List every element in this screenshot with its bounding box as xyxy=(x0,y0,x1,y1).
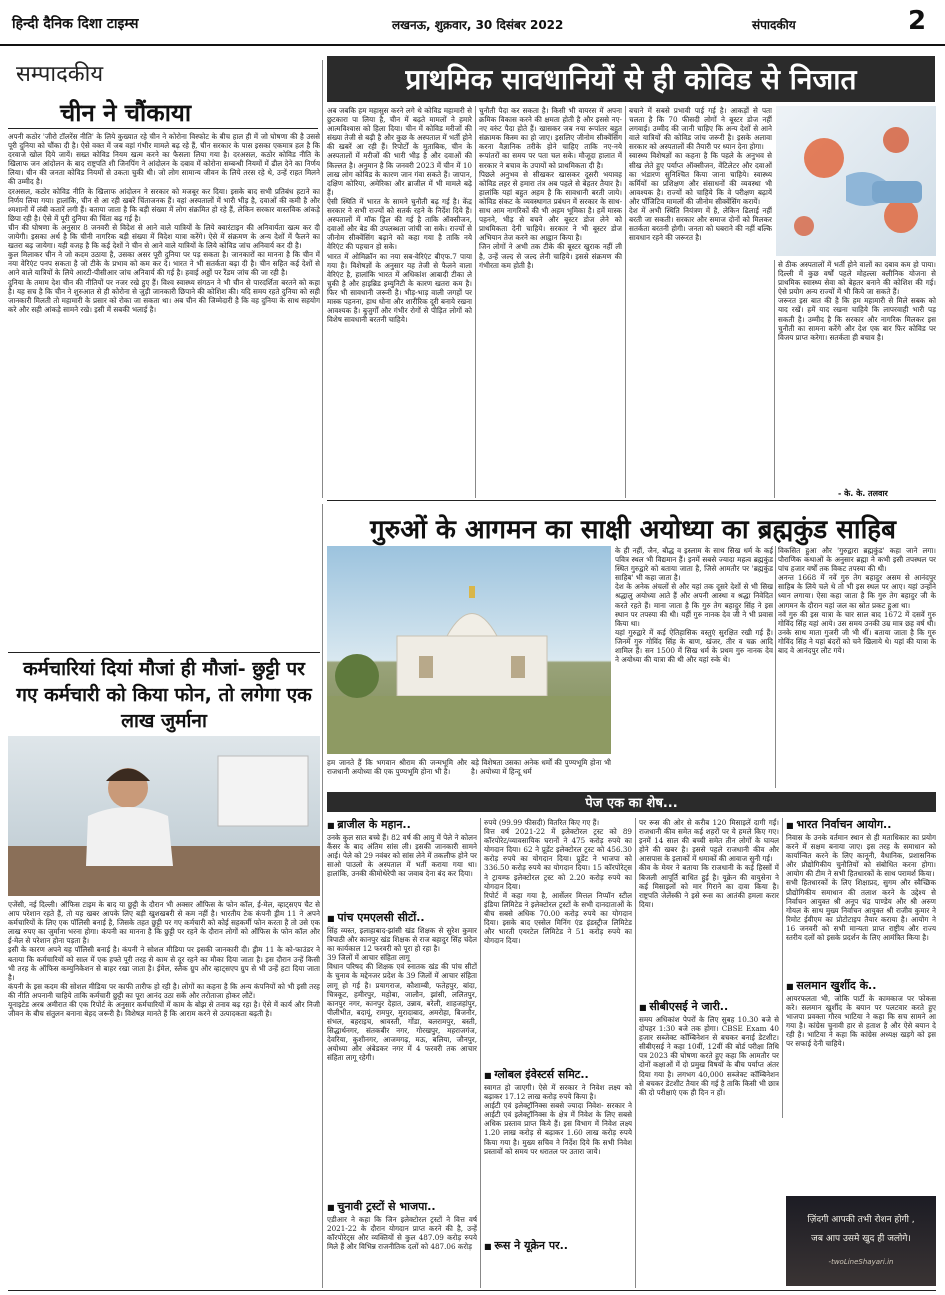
karmchari-headline: कर्मचारियां दियां मौजां ही मौजां- छुट्टी पर गए कर्मचारी को किया फोन, तो लगेगा एक लाख जुर्माना xyxy=(16,658,312,732)
brief-text-eci: निवास के उनके वर्तमान स्थान से ही मताधिकार का प्रयोग करने में सक्षम बनाया जाए। इस तरह के समाधान को कार्यान्वित करने के लिए कानूनी, वैधानिक, प्रशासनिक और प्रौद्योगिकीय चुनौतियों को संबोधित करना होगा। आयोग की टीम ने सभी हितधारकों के साथ परामर्श किया। सभी हितधारकों के लिए शिक्षाप्रद, सुगम और स्वैच्छिक प्रौद्योगिकीय समाधान की तलाश करने के उद्देश्य से निर्वाचन आयुक्त श्री अनूप चंद्र पाण्डेय और श्री अरुण गोयल के साथ मुख्य निर्वाचन आयुक्त श्री राजीव कुमार ने रिमोट ईवीएम का प्रोटोटाइप तैयार कराया है। आयोग ने 16 जनवरी को सभी मान्यता प्राप्त राष्ट्रीय और राज्य स्तरीय दलों को इसके प्रदर्शन के लिए आमंत्रित किया है। xyxy=(786,833,936,943)
covid-article-col1: अब जबकि हम महासुस करने लगे थे कोविड महामारी से छुटकारा पा लिया है, चीन में बढ़ते मामलों ने हमारे आत्मविश्वास को हिला दिया। चीन में कोविड मरीजों की संख्या तेजी से बढ़ी है और कुछ के अस्पताल में भर्ती होने की खबरें आ रही हैं। रिपोर्टों के मुताबिक, चीन के अस्पतालों में मरीजों की भारी भीड़ है और दवाओं की किल्लत है। अनुमान है कि जनवरी 2023 में चीन में 10 लाख लोग कोविड के कारण जान गंवा सकते हैं। जापान, दक्षिण कोरिया, अमेरिका और ब्राजील में भी मामले बढ़े हैं। ऐसी स्थिति में भारत के सामने चुनौती बढ़ गई है। केंद्र सरकार ने सभी राज्यों को सतर्क रहने के निर्देश दिये हैं। अस्पतालों में मॉक ड्रिल की गई है ताकि ऑक्सीजन, दवाओं और बेड की उपलब्धता जांची जा सके। राज्यों से जीनोम सीक्वेंसिंग बढ़ाने को कहा गया है ताकि नये वेरिएंट की पहचान हो सके। भारत में ओमिक्रॉन का नया सब-वेरिएंट बीएफ.7 पाया गया है। विशेषज्ञों के अनुसार यह तेजी से फैलने वाला वेरिएंट है, हालांकि भारत में अधिकांश आबादी टीका ले चुकी है और हाइब्रिड इम्युनिटी के कारण खतरा कम है। फिर भी सावधानी जरूरी है। भीड़-भाड़ वाली जगहों पर मास्क पहनना, हाथ धोना और शारीरिक दूरी बनाये रखना आवश्यक है। बुजुर्गों और गंभीर रोगों से पीड़ित लोगों को विशेष सावधानी बरतनी चाहिये। xyxy=(327,106,472,325)
ayodhya-caption-2: बड़े विशेषता उसका अनेक धर्मों की पुण्यभूमि होना भी है। अयोध्या में हिन्दू धर्म xyxy=(471,758,611,777)
quote-banner xyxy=(786,1196,936,1286)
china-article: अपनी कठोर 'जीरो टॉलरेंस नीति' के लिये कुख्यात रहे चीन ने कोरोना विस्फोट के बीच हाल ही में जो घोषणा की है उससे पूरी दुनिया को चौंका दी है। ऐसे वक्त में जब वहां गंभीर मामले बढ़ रहे हैं, चीन सरकार के पास इसका एकमात्र हल है कि दरवाजे खोल दिये जायें। सख्त कोविड नियम खत्म करने का फैसला लिया गया है। दरअसल, कठोर कोविड नीति के खिलाफ जन आंदोलन के बाद राष्ट्रपति शी जिनपिंग ने आंदोलन के दबाव में कोरोना सम्बन्धी नियमों में ढील देने का निर्णय लिया। चीन की जनता कोविड नियमों से उकता चुकी थी। जो लोग सामान्य जीवन के लिये तरस रहे थे, उन्हें राहत मिलने की उम्मीद है। दरअसल, कठोर कोविड नीति के खिलाफ आंदोलन ने सरकार को मजबूर कर दिया। इसके बाद सभी प्रतिबंध हटाने का निर्णय लिया गया। हालांकि, चीन से आ रही खबरें चिंताजनक हैं। वहां अस्पतालों में भारी भीड़ है, दवाओं की कमी है और श्मशानों में लंबी कतारें लगी हैं। बताया जाता है कि बड़ी संख्या में लोग संक्रमित हो रहे हैं, लेकिन सरकार वास्तविक आंकड़े छिपा रही है। ऐसे में पूरी दुनिया की चिंता बढ़ गई है। चीन की घोषणा के अनुसार 8 जनवरी से विदेश से आने वाले यात्रियों के लिये क्वारंटाइन की अनिवार्यता खत्म कर दी जायेगी। इसका अर्थ है कि चीनी नागरिक बड़ी संख्या में विदेश यात्रा करेंगे। ऐसे में संक्रमण के अन्य देशों में फैलने का खतरा बढ़ जायेगा। यही वजह है कि कई देशों ने चीन से आने वाले यात्रियों के लिये कोविड जांच अनिवार्य कर दी है। कुल मिलाकर चीन ने जो कदम उठाया है, उसका असर पूरी दुनिया पर पड़ सकता है। जानकारों का मानना है कि चीन में नया वेरिएंट पनप सकता है जो टीके के प्रभाव को कम कर दे। भारत ने भी सतर्कता बढ़ा दी है। चीन सहित कई देशों से आने वाले यात्रियों के लिये आरटी-पीसीआर जांच अनिवार्य की गई है। हवाई अड्डों पर रैंडम जांच की जा रही है। दुनिया के तमाम देश चीन की नीतियों पर नजर रखे हुए हैं। विश्व स्वास्थ्य संगठन ने भी चीन से पारदर्शिता बरतने को कहा है। यह सच है कि चीन ने शुरुआत से ही कोरोना से जुड़ी जानकारी छिपाने की कोशिश की। यदि समय रहते दुनिया को सही जानकारी मिलती तो महामारी के प्रसार को रोका जा सकता था। अब चीन की जिम्मेदारी है कि वह दुनिया के साथ सहयोग करे और सही आंकड़े सामने रखे। इसी में सबकी भलाई है। xyxy=(8,132,320,314)
brief-col-4 xyxy=(786,818,936,1118)
brief-title-cbse: ■ सीबीएसई ने जारी.. xyxy=(639,1000,779,1015)
ayodhya-col1b: के ही नहीं, जैन, बौद्ध व इस्लाम के साथ सिख धर्म के कई पवित्र स्थल भी विद्यमान हैं। इनमें सबसे ज्यादा महत्व ब्रह्मकुंड स्थित गुरुद्वारे को बताया जाता है, जिसे आमतौर पर 'ब्रह्मकुंड साहिब' भी कहा जाता है। देश के अनेक अंचलों से और यहां तक दूसरे देशों से भी सिख श्रद्धालु अयोध्या आते हैं और अपनी आस्था व श्रद्धा निवेदित करते रहते हैं। माना जाता है कि गुरु तेग बहादुर सिंह ने इस स्थान पर तपस्या की थी। यहीं गुरु नानक देव जी ने भी प्रवास किया था। यहां गुरुद्वारे में कई ऐतिहासिक वस्तुएं सुरक्षित रखी गई हैं। जिनमें गुरु गोविंद सिंह के बाण, खंजर, तीर व चक्र आदि शामिल हैं। सन 1500 में सिख धर्म के प्रथम गुरु नानक देव ने अयोध्या की यात्रा की थी और यहां रुके थे। xyxy=(615,546,773,665)
dateline: लखनऊ, शुक्रवार, 30 दिसंबर 2022 xyxy=(392,18,564,32)
brief-title-salman: ■ सलमान खुर्शीद के.. xyxy=(786,979,936,994)
quote-site: -twoLineShayari.in xyxy=(828,1258,894,1266)
gurudwara-photo xyxy=(327,546,611,754)
brief-text-russia: पर रूस की ओर से करीब 120 मिसाइलें दागी गईं। राजधानी कीव समेत कई शहरों पर ये हमले किए गए। इनमें 14 साल की बच्ची समेत तीन लोगों के घायल होने की खबर है। इससे पहले राजधानी कीव और आसपास के इलाकों में धमाकों की आवाज सुनी गई। कीव के मेयर ने बताया कि राजधानी के कई हिस्सों में बिजली आपूर्ति बाधित हुई है। यूक्रेन की वायुसेना ने कई मिसाइलों को मार गिराने का दावा किया है। राष्ट्रपति जेलेंस्की ने इसे रूस का आतंकी हमला करार दिया। xyxy=(639,818,779,909)
masthead xyxy=(0,0,945,46)
brief-text-mlc: सिंह व्यस्त, इलाहाबाद-झांसी खंड शिक्षक से सुरेश कुमार त्रिपाठी और कानपुर खंड शिक्षक से राज बहादुर सिंह चंदेल का कार्यकाल 12 फरवरी को पूरा हो रहा है। 39 जिलों में आचार संहिता लागू विधान परिषद की शिक्षक एवं स्नातक खंड की पांच सीटों के चुनाव के मद्देनजर प्रदेश के 39 जिलों में आचार संहिता लागू हो गई है। प्रयागराज, कौशाम्बी, फतेहपुर, बांदा, चित्रकूट, हमीरपुर, महोबा, जालौन, झांसी, ललितपुर, कानपुर नगर, कानपुर देहात, उन्नाव, बरेली, शाहजहांपुर, पीलीभीत, बदायूं, रामपुर, मुरादाबाद, अमरोहा, बिजनौर, संभल, बहराइच, श्रावस्ती, गोंडा, बलरामपुर, बस्ती, सिद्धार्थनगर, संतकबीर नगर, गोरखपुर, महराजगंज, देवरिया, कुशीनगर, आजमगढ़, मऊ, बलिया, जौनपुर, अयोध्या और अंबेडकर नगर में 4 फरवरी तक आचार संहिता लागू रहेगी। xyxy=(327,926,477,1063)
brief-col-2 xyxy=(484,818,632,1288)
brief-text-trusts: एडीआर ने कहा कि जिन इलेक्टोरल ट्रस्टों ने वित्त वर्ष 2021-22 के दौरान योगदान प्राप्त करने की है, उन्हें कॉरपोरेट्स और व्यक्तियों से कुल 487.09 करोड़ रुपये मिले हैं और विभिन्न राजनीतिक दलों को 487.06 करोड़ xyxy=(327,1215,477,1252)
section-name: संपादकीय xyxy=(752,18,796,32)
continued-band: पेज एक का शेष... xyxy=(327,792,936,812)
brief-title-brazil: ■ ब्राजील के महान.. xyxy=(327,818,477,833)
quote-line-1: ज़िंदगी आपकी तभी रोशन होगी , xyxy=(807,1215,915,1225)
brief-text-brazil: उनके कुल सात बच्चे हैं। 82 वर्ष की आयु में पेले ने कोलन कैंसर के बाद अंतिम सांस ली। इसकी जानकारी सामने आई। पेले को 29 नवंबर को सांस लेने में तकलीफ होने पर साओ पाउलो के अस्पताल में भर्ती कराया गया था। हालांकि, उनकी कीमोथेरेपी का जवाब देना बंद कर दिया। xyxy=(327,833,477,879)
ayodhya-col2b: विकसित हुआ और 'गुरुद्वारा ब्रह्मकुंड' कहा जाने लगा। पौराणिक कथाओं के अनुसार ब्रह्मा ने कभी इसी तपस्थल पर पांच हजार वर्षों तक विकट तपस्या की थी। अनन्त 1668 में नवें गुरु तेग बहादुर असम से आनंदपुर साहिब के लिये चले थे तो भी इस स्थल पर आए। यहां उन्होंने ध्यान लगाया। ऐसा कहा जाता है कि गुरु तेग बहादुर जी के आगमन के दौरान यहां जल का स्रोत प्रकट हुआ था। नवें गुरु की इस यात्रा के चार साल बाद 1672 में दसवें गुरु गोविंद सिंह यहां आये। उस समय उनकी उम्र मात्र छह वर्ष थी। उनके साथ माता गुजरी जी भी थीं। बताया जाता है कि गुरु गोविंद सिंह ने यहां बंदरों को चने खिलाये थे। यहां की यात्रा के बाद वे आनंदपुर लौट गये। xyxy=(778,546,936,656)
china-headline: चीन ने चौंकाया xyxy=(60,99,192,127)
brief-title-russia: ■ रूस ने यूक्रेन पर.. xyxy=(484,1239,632,1254)
page-number: 2 xyxy=(908,6,927,36)
covid-headline: प्राथमिक सावधानियों से ही कोविड से निजात xyxy=(327,56,935,102)
covid-byline: - के. के. तलवार xyxy=(838,489,888,498)
brief-title-eci: ■ भारत निर्वाचन आयोग.. xyxy=(786,818,936,833)
quote-line-2: जब आप उसमे खुद ही जलोगे। xyxy=(811,1234,911,1244)
covid-article-col7: से ठीक अस्पतालों में भर्ती होने वालों का दबाव कम हो पाया। दिल्ली में कुछ वर्षों पहले मोहल्ला क्लीनिक योजना से प्राथमिक स्वास्थ्य सेवा को बेहतर बनाने की कोशिश की गई। ऐसे प्रयोग अन्य राज्यों में भी किये जा सकते हैं। जरूरत इस बात की है कि हम महामारी से मिले सबक को याद रखें। हमें याद रखना चाहिये कि लापरवाही भारी पड़ सकती है। उम्मीद है कि सरकार और नागरिक मिलकर इस चुनौती का सामना करेंगे और देश एक बार फिर कोविड पर विजय प्राप्त करेगा। सतर्कता ही बचाव है। xyxy=(778,260,936,342)
karmchari-photo xyxy=(8,736,320,896)
covid-article-col3: बचाने में सबसे प्रभावी पाई गई है। आकड़ों से पता चलता है कि 70 फीसदी लोगों ने बूस्टर डोज नहीं लगवाई। उम्मीद की जानी चाहिए कि अन्य देशों से आने वाले यात्रियों की कोविड जांच जरूरी है। इसके अलावा सरकार को अस्पतालों की तैयारी पर ध्यान देना होगा। स्वास्थ्य विशेषज्ञों का कहना है कि पहले के अनुभव से सीख लेते हुए पर्याप्त ऑक्सीजन, वेंटिलेटर और दवाओं का भंडारण सुनिश्चित किया जाना चाहिये। स्वास्थ्य कर्मियों का प्रशिक्षण और संसाधनों की व्यवस्था भी आवश्यक है। राज्यों को चाहिये कि वे परीक्षण बढ़ायें और पॉजिटिव मामलों की जीनोम सीक्वेंसिंग करायें। देश में अभी स्थिति नियंत्रण में है, लेकिन ढिलाई नहीं बरती जा सकती। सरकार और समाज दोनों को मिलकर सतर्कता बरतनी होगी। जनता को घबराने की नहीं बल्कि सावधान रहने की जरूरत है। xyxy=(629,106,772,243)
paper-name: हिन्दी दैनिक दिशा टाइम्स xyxy=(12,16,139,32)
covid-article-col2: चुनौती पैदा कर सकता है। किसी भी वायरस में अपना क्रमिक विकास करने की क्षमता होती है और इससे नए-नए वरुंट पैदा होते हैं। खासकर जब नया रूपांतर बहुत संक्रामक किस्म का हो जाए। इसलिए जीनोम सीक्वेंसिंग करना वैज्ञानिक तरीके होने चाहिए ताकि नए-नये रूपांतरों का समय पर पता चल सके। मौजूदा हालात में सरकार ने बचाव के उपायों को प्राथमिकता दी है। पिछले अनुभव से सीखकर खासकर दूसरी भयावह कोविड लहर से हमारा तंत्र अब पहले से बेहतर तैयार है। हालांकि यहां बहुत अहम है कि सावधानी बरती जाये। कोविड संकट के व्यवस्थागत प्रबंधन में सरकार के साथ-साथ आम नागरिकों की भी अहम भूमिका है। हमें मास्क पहनने, भीड़ से बचने और बूस्टर डोज लेने को प्राथमिकता देनी चाहिये। सरकार ने भी बूस्टर डोज अभियान तेज करने का आह्वान किया है। जिन लोगों ने अभी तक टीके की बूस्टर खुराक नहीं ली है, उन्हें जल्द से जल्द लेनी चाहिये। इससे संक्रमण की गंभीरता कम होती है। xyxy=(479,106,622,270)
ayodhya-headline: गुरुओं के आगमन का साक्षी अयोध्या का ब्रह्मकुंड साहिब xyxy=(370,515,896,545)
brief-title-trusts: ■ चुनावी ट्रस्टों से भाजपा.. xyxy=(327,1200,477,1215)
office-worker-image xyxy=(8,736,320,896)
brief-text-summit: स्वागत हो जाएगी। ऐसे में सरकार ने निवेश लक्ष्य को बढ़ाकर 17.12 लाख करोड़ रुपये किया है। आईटी एवं इलेक्ट्रॉनिक्स सबसे ज्यादा निवेश- सरकार ने आईटी एवं इलेक्ट्रॉनिक्स के क्षेत्र में निवेश के लिए सबसे अधिक प्रस्ताव प्राप्त किये हैं। इस विभाग में निवेश लक्ष्य 1.20 लाख करोड़ से बढ़ाकर 1.60 लाख करोड़ रुपये किया गया है। मुख्य सचिव ने निर्देश दिये कि सभी निवेश प्रस्तावों को समय पर धरातल पर उतारा जाये। xyxy=(484,1083,632,1156)
brief-title-mlc: ■ पांच एमएलसी सीटों.. xyxy=(327,911,477,926)
covid-illustration xyxy=(776,106,936,256)
brief-col-3 xyxy=(639,818,779,1288)
brief-text-trusts-cont: रुपये (99.99 फीसदी) वितरित किए गए हैं। वित्त वर्ष 2021-22 में इलेक्टोरल ट्रस्ट को 89 कॉरपोरेट/व्यावसायिक घरानों ने 475 करोड़ रुपये का योगदान दिया। 62 ने प्रूडेंट इलेक्टोरल ट्रस्ट को 456.30 करोड़ रुपये का योगदान दिया। प्रूडेंट ने भाजपा को 336.50 करोड़ रुपये का योगदान दिया। 15 कॉरपोरेट्स ने ट्रायम्फ इलेक्टोरल ट्रस्ट को 2.20 करोड़ रुपये का योगदान दिया। रिपोर्ट में कहा गया है, आर्सेलर मित्तल निप्पॉन स्टील इंडिया लिमिटेड ने इलेक्टोरल ट्रस्टों के सभी दानदाताओं के बीच सबसे अधिक 70.00 करोड़ रुपये का योगदान दिया। इसके बाद एस्सेल मिनिंग एंड इंडस्ट्रीज लिमिटेड और भारती एयरटेल लिमिटेड ने 51 करोड़ रुपये का योगदान दिया। xyxy=(484,818,632,946)
brief-col-1 xyxy=(327,818,477,1288)
brief-title-summit: ■ ग्लोबल इंवेस्टर्स समिट.. xyxy=(484,1068,632,1083)
brief-text-salman: आयरफलता भी, जोकि पार्टी के कामकाज पर फोकस करे। सलमान खुर्शीद के बयान पर पलटवार करते हुए भाजपा प्रवक्ता गौरव भाटिया ने कहा कि सच सामने आ गया है। कांग्रेस चुनावी हार से हताश है और ऐसे बयान दे रही है। भाटिया ने कहा कि कांग्रेस अध्यक्ष खड़गे को इस पर सफाई देनी चाहिये। xyxy=(786,994,936,1049)
karmchari-article: एजेंसी, नई दिल्ली। ऑफिस टाइम के बाद या छुट्टी के दौरान भी अक्सर ऑफिस के फोन कॉल, ई-मेल, व्हाट्सएप चैट से आप परेशान रहते हैं, तो यह खबर आपके लिए बड़ी खुशखबरी से कम नहीं है। भारतीय टेक कंपनी ड्रीम 11 ने अपने कर्मचारियों के लिए एक पॉलिसी बनाई है, जिसके तहत छुट्टी पर गए कर्मचारी को कोई सहकर्मी फोन करता है तो उसे एक लाख रुपए का जुर्माना भरना होगा। कंपनी का मानना है कि छुट्टी पर रहने के दौरान लोगों को ऑफिस के फोन कॉल और ई-मेल से परेशान होना पड़ता है। इसी के कारण अपने यह पॉलिसी बनाई है। कंपनी ने सोशल मीडिया पर इसकी जानकारी दी। ड्रीम 11 के को-फाउंडर ने बताया कि कर्मचारियों को साल में एक हफ्ते पूरी तरह से काम से दूर रहने का मौका दिया जाता है। इस दौरान उन्हें किसी भी तरह के ऑफिस कम्युनिकेशन से बाहर रखा जाता है। ईमेल, स्लैक ग्रुप और व्हाट्सएप ग्रुप से भी उन्हें हटा दिया जाता है। कंपनी के इस कदम की सोशल मीडिया पर काफी तारीफ हो रही है। लोगों का कहना है कि अन्य कंपनियों को भी इसी तरह की नीति अपनानी चाहिये ताकि कर्मचारी छुट्टी का पूरा आनंद उठा सकें और तरोताजा होकर लौटें। यूनाइटेड अरब अमीरात की एक रिपोर्ट के अनुसार कर्मचारियों में काम के बोझ से तनाव बढ़ रहा है। ऐसे में कार्य और निजी जीवन के बीच संतुलन बनाना बेहद जरूरी है। विशेषज्ञ मानते हैं कि आराम करने से उत्पादकता बढ़ती है। xyxy=(8,900,320,1019)
column-label: सम्पादकीय xyxy=(16,62,104,87)
virus-hand-image xyxy=(776,106,936,256)
gurudwara-image xyxy=(327,546,611,754)
ayodhya-caption: हम जानते हैं कि भगवान श्रीराम की जन्मभूमि और राजधानी अयोध्या की एक पुण्यभूमि होना भी है। xyxy=(327,758,467,777)
brief-text-cbse: समय अधिकांश पेपरों के लिए सुबह 10.30 बजे से दोपहर 1:30 बजे तक होगा। CBSE Exam 40 हजार सब्जेक्ट कॉम्बिनेशन से बचकर बनाई डेटशीट। सीबीएसई ने कहा 10वीं, 12वीं की बोर्ड परीक्षा तिथि पत्र 2023 की घोषणा करते हुए कहा कि आमतौर पर दोनों कक्षाओं में दो प्रमुख विषयों के बीच पर्याप्त अंतर दिया गया है। लगभग 40,000 सब्जेक्ट कॉम्बिनेशन से बचकर डेटशीट तैयार की गई है ताकि किसी भी छात्र की दो परीक्षाएं एक ही दिन न हों। xyxy=(639,1015,779,1097)
